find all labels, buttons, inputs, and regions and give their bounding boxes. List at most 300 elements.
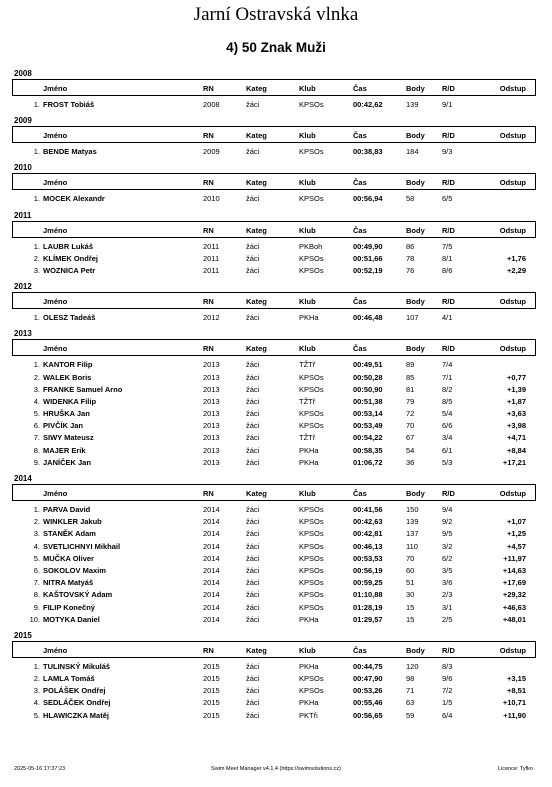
column-header-kateg: Kateg <box>246 178 267 188</box>
column-header-body: Body <box>406 297 425 307</box>
table-header <box>12 641 536 658</box>
result-rank: 5. <box>33 409 40 419</box>
result-heat-lane: 1/5 <box>442 698 453 708</box>
result-rank: 2. <box>33 253 40 263</box>
column-header-odstup: Odstup <box>499 84 526 93</box>
result-rn: 2011 <box>203 241 220 251</box>
column-header-kateg: Kateg <box>246 225 267 235</box>
result-rank: 8. <box>33 590 40 600</box>
result-heat-lane: 6/1 <box>442 445 453 455</box>
result-heat-lane: 9/1 <box>442 100 453 109</box>
result-gap: +1,07 <box>507 517 526 527</box>
result-rn: 2015 <box>203 686 220 696</box>
result-rn: 2013 <box>203 445 220 455</box>
result-time: 00:50,28 <box>353 372 383 382</box>
result-heat-lane: 6/4 <box>442 710 453 720</box>
result-time: 00:52,19 <box>353 265 383 275</box>
column-header-name: Jméno <box>43 344 68 354</box>
result-kateg: žáci <box>246 578 260 588</box>
result-rn: 2009 <box>203 147 220 157</box>
result-kateg: žáci <box>246 421 260 431</box>
result-rank: 5. <box>33 553 40 563</box>
result-time: 00:42,63 <box>353 517 383 527</box>
column-header-rn: RN <box>203 225 214 235</box>
result-points: 54 <box>406 445 415 455</box>
result-kateg: žáci <box>246 529 260 539</box>
result-heat-lane: 7/1 <box>442 372 453 382</box>
table-row <box>0 432 552 444</box>
result-time: 00:53,53 <box>353 553 383 563</box>
result-points: 70 <box>406 553 415 563</box>
result-name: WIDENKA Filip <box>43 396 97 406</box>
result-rank: 1. <box>33 360 40 370</box>
column-header-rn: RN <box>203 297 214 307</box>
column-header-rd: R/D <box>442 84 455 93</box>
result-rank: 9. <box>33 457 40 467</box>
result-rank: 4. <box>33 698 40 708</box>
result-name: PIVČÍK Jan <box>43 421 84 431</box>
year-group <box>0 630 552 722</box>
result-klub: KPSOs <box>299 265 324 275</box>
column-header-cas: Čas <box>353 84 367 93</box>
result-name: WINKLER Jakub <box>43 517 102 527</box>
result-klub: KPSOs <box>299 100 324 109</box>
result-heat-lane: 9/5 <box>442 529 453 539</box>
result-gap: +14,63 <box>502 565 526 575</box>
result-klub: KPSOs <box>299 194 324 204</box>
table-header <box>12 292 536 309</box>
result-klub: KPSOs <box>299 602 324 612</box>
result-rank: 2. <box>33 517 40 527</box>
result-kateg: žáci <box>246 614 260 624</box>
column-header-klub: Klub <box>299 131 316 141</box>
result-rn: 2014 <box>203 590 220 600</box>
table-header <box>12 339 536 356</box>
result-kateg: žáci <box>246 565 260 575</box>
result-kateg: žáci <box>246 147 260 157</box>
year-group <box>0 210 552 278</box>
result-rn: 2015 <box>203 661 220 671</box>
result-name: MOTYKA Daniel <box>43 614 100 624</box>
result-heat-lane: 9/4 <box>442 505 453 514</box>
column-header-body: Body <box>406 178 425 188</box>
results-rows <box>0 241 552 278</box>
result-time: 00:42,62 <box>353 100 383 109</box>
result-heat-lane: 5/4 <box>442 409 453 419</box>
result-gap: +8,84 <box>507 445 526 455</box>
column-header-odstup: Odstup <box>499 489 526 498</box>
result-heat-lane: 8/6 <box>442 265 453 275</box>
result-rank: 1. <box>33 313 40 323</box>
year-heading: 2010 <box>14 163 32 173</box>
results-rows <box>0 312 552 324</box>
result-name: HLAWICZKA Matěj <box>43 710 109 720</box>
result-klub: PKTři <box>299 710 318 720</box>
result-name: TULINSKÝ Mikuláš <box>43 661 111 671</box>
result-gap: +3,98 <box>507 421 526 431</box>
event-title: 4) 50 Znak Muži <box>226 40 326 55</box>
column-header-kateg: Kateg <box>246 344 267 354</box>
table-row <box>0 553 552 565</box>
year-group <box>0 68 552 111</box>
result-kateg: žáci <box>246 590 260 600</box>
table-header <box>12 79 536 96</box>
column-header-cas: Čas <box>353 131 367 141</box>
column-header-odstup: Odstup <box>499 178 526 188</box>
result-time: 00:49,90 <box>353 241 383 251</box>
result-points: 98 <box>406 674 415 684</box>
column-header-rd: R/D <box>442 344 455 354</box>
result-name: LAUBR Lukáš <box>43 241 94 251</box>
result-rn: 2010 <box>203 194 220 204</box>
results-rows <box>0 661 552 722</box>
result-rank: 6. <box>33 421 40 431</box>
column-header-kateg: Kateg <box>246 84 267 93</box>
result-kateg: žáci <box>246 553 260 563</box>
column-header-klub: Klub <box>299 645 316 655</box>
result-kateg: žáci <box>246 396 260 406</box>
result-points: 59 <box>406 710 415 720</box>
result-time: 00:59,25 <box>353 578 383 588</box>
result-rank: 8. <box>33 445 40 455</box>
result-rn: 2015 <box>203 674 220 684</box>
result-points: 86 <box>406 241 415 251</box>
result-time: 00:50,90 <box>353 384 383 394</box>
result-rn: 2014 <box>203 565 220 575</box>
table-row <box>0 528 552 540</box>
result-time: 00:42,81 <box>353 529 383 539</box>
result-time: 01:28,19 <box>353 602 383 612</box>
result-kateg: žáci <box>246 384 260 394</box>
result-rn: 2008 <box>203 100 220 109</box>
column-header-body: Body <box>406 489 425 498</box>
table-row <box>0 577 552 589</box>
column-header-odstup: Odstup <box>499 225 526 235</box>
column-header-name: Jméno <box>43 645 68 655</box>
result-name: FROST Tobiáš <box>43 100 95 109</box>
result-heat-lane: 9/2 <box>442 517 453 527</box>
result-kateg: žáci <box>246 445 260 455</box>
result-kateg: žáci <box>246 602 260 612</box>
result-klub: KPSOs <box>299 147 324 157</box>
table-row <box>0 193 552 205</box>
result-time: 00:44,75 <box>353 661 383 671</box>
result-klub: KPSOs <box>299 253 324 263</box>
table-row <box>0 359 552 371</box>
year-heading: 2011 <box>14 210 32 220</box>
result-name: SEDLÁČEK Ondřej <box>43 698 111 708</box>
result-gap: +8,51 <box>507 686 526 696</box>
result-name: KLÍMEK Ondřej <box>43 253 99 263</box>
result-rank: 3. <box>33 384 40 394</box>
column-header-cas: Čas <box>353 178 367 188</box>
result-klub: KPSOs <box>299 421 324 431</box>
column-header-rd: R/D <box>442 645 455 655</box>
column-header-klub: Klub <box>299 297 316 307</box>
column-header-rd: R/D <box>442 131 455 141</box>
result-kateg: žáci <box>246 710 260 720</box>
result-gap: +46,63 <box>502 602 526 612</box>
result-heat-lane: 5/3 <box>442 457 453 467</box>
column-header-klub: Klub <box>299 489 316 498</box>
result-points: 30 <box>406 590 415 600</box>
result-rank: 7. <box>33 578 40 588</box>
column-header-odstup: Odstup <box>499 131 526 141</box>
result-points: 72 <box>406 409 415 419</box>
result-points: 15 <box>406 602 415 612</box>
result-gap: +3,63 <box>507 409 526 419</box>
result-points: 76 <box>406 265 415 275</box>
result-time: 00:55,46 <box>353 698 383 708</box>
result-rank: 6. <box>33 565 40 575</box>
result-name: KANTOR Filip <box>43 360 93 370</box>
result-time: 00:47,90 <box>353 674 383 684</box>
footer-timestamp: 2025-05-16 17:37:23 <box>14 766 66 772</box>
result-rn: 2014 <box>203 529 220 539</box>
table-row <box>0 541 552 553</box>
result-time: 00:46,48 <box>353 313 383 323</box>
result-heat-lane: 6/5 <box>442 194 453 204</box>
year-heading: 2014 <box>14 474 32 483</box>
result-name: KAŠTOVSKÝ Adam <box>43 590 113 600</box>
result-time: 00:53,26 <box>353 686 383 696</box>
result-heat-lane: 8/2 <box>442 384 453 394</box>
result-klub: TŽTř <box>299 360 316 370</box>
result-gap: +17,69 <box>502 578 526 588</box>
result-klub: KPSOs <box>299 565 324 575</box>
result-time: 01:29,57 <box>353 614 383 624</box>
result-klub: KPSOs <box>299 590 324 600</box>
result-rn: 2012 <box>203 313 220 323</box>
result-time: 00:53,14 <box>353 409 383 419</box>
column-header-rd: R/D <box>442 225 455 235</box>
result-rn: 2013 <box>203 421 220 431</box>
result-rank: 1. <box>33 194 40 204</box>
result-name: MOCEK Alexandr <box>43 194 105 204</box>
result-rn: 2013 <box>203 409 220 419</box>
result-gap: +48,01 <box>502 614 526 624</box>
result-points: 139 <box>406 517 419 527</box>
year-heading: 2015 <box>14 630 32 640</box>
results-rows <box>0 193 552 205</box>
column-header-name: Jméno <box>43 178 68 188</box>
result-gap: +11,90 <box>503 710 526 720</box>
table-row <box>0 384 552 396</box>
table-row <box>0 265 552 277</box>
result-name: MUČKA Oliver <box>43 553 94 563</box>
result-heat-lane: 2/3 <box>442 590 453 600</box>
result-klub: KPSOs <box>299 553 324 563</box>
result-kateg: žáci <box>246 372 260 382</box>
result-heat-lane: 8/5 <box>442 396 453 406</box>
result-heat-lane: 4/1 <box>442 313 453 323</box>
column-header-body: Body <box>406 131 425 141</box>
column-header-body: Body <box>406 344 425 354</box>
result-time: 01:06,72 <box>353 457 383 467</box>
table-row <box>0 614 552 626</box>
column-header-kateg: Kateg <box>246 297 267 307</box>
result-heat-lane: 3/1 <box>442 602 453 612</box>
column-header-cas: Čas <box>353 645 367 655</box>
result-heat-lane: 6/2 <box>442 553 453 563</box>
result-gap: +2,29 <box>507 265 526 275</box>
result-time: 00:56,19 <box>353 565 383 575</box>
result-rn: 2013 <box>203 384 220 394</box>
result-klub: KPSOs <box>299 409 324 419</box>
result-gap: +17,21 <box>502 457 526 467</box>
result-rn: 2014 <box>203 517 220 527</box>
column-header-kateg: Kateg <box>246 489 267 498</box>
table-row <box>0 589 552 601</box>
column-header-cas: Čas <box>353 225 367 235</box>
result-rank: 2. <box>33 372 40 382</box>
result-name: FILIP Konečný <box>43 602 95 612</box>
result-klub: PKHa <box>299 313 319 323</box>
result-rn: 2013 <box>203 396 220 406</box>
result-name: MAJER Erik <box>43 445 86 455</box>
result-heat-lane: 7/2 <box>442 686 453 696</box>
result-heat-lane: 3/4 <box>442 433 453 443</box>
result-time: 00:51,38 <box>353 396 383 406</box>
result-name: NITRA Matyáš <box>43 578 94 588</box>
result-rank: 4. <box>33 541 40 551</box>
result-points: 58 <box>406 194 415 204</box>
result-points: 139 <box>406 100 419 109</box>
table-row <box>0 457 552 469</box>
result-gap: +1,25 <box>507 529 526 539</box>
result-rank: 2. <box>33 674 40 684</box>
result-kateg: žáci <box>246 313 260 323</box>
column-header-name: Jméno <box>43 225 68 235</box>
result-klub: PKHa <box>299 445 319 455</box>
result-rank: 1. <box>33 147 40 157</box>
result-points: 78 <box>406 253 415 263</box>
result-klub: KPSOs <box>299 686 324 696</box>
result-klub: PKHa <box>299 698 319 708</box>
year-group <box>0 473 552 626</box>
result-heat-lane: 7/4 <box>442 360 453 370</box>
result-gap: +1,39 <box>507 384 526 394</box>
column-header-cas: Čas <box>353 344 367 354</box>
result-heat-lane: 3/6 <box>442 578 453 588</box>
column-header-odstup: Odstup <box>499 344 526 354</box>
result-klub: PKBoh <box>299 241 323 251</box>
result-klub: KPSOs <box>299 529 324 539</box>
result-points: 150 <box>406 505 419 514</box>
result-name: SIWY Mateusz <box>43 433 94 443</box>
column-header-body: Body <box>406 645 425 655</box>
result-points: 79 <box>406 396 415 406</box>
result-rn: 2015 <box>203 698 220 708</box>
result-kateg: žáci <box>246 541 260 551</box>
result-points: 63 <box>406 698 415 708</box>
table-row <box>0 312 552 324</box>
results-rows <box>0 359 552 469</box>
result-time: 01:10,88 <box>353 590 383 600</box>
result-klub: KPSOs <box>299 674 324 684</box>
table-header <box>12 173 536 190</box>
result-points: 70 <box>406 421 415 431</box>
result-gap: +0,77 <box>507 372 526 382</box>
result-gap: +1,76 <box>507 253 526 263</box>
table-row <box>0 673 552 685</box>
result-points: 81 <box>406 384 415 394</box>
result-rn: 2015 <box>203 710 220 720</box>
result-points: 71 <box>406 686 415 696</box>
result-kateg: žáci <box>246 661 260 671</box>
result-time: 00:56,94 <box>353 194 383 204</box>
result-klub: KPSOs <box>299 517 324 527</box>
result-rn: 2014 <box>203 541 220 551</box>
column-header-klub: Klub <box>299 178 316 188</box>
table-row <box>0 396 552 408</box>
result-heat-lane: 8/1 <box>442 253 453 263</box>
result-time: 00:49,51 <box>353 360 383 370</box>
footer-software: Swim Meet Manager v4.1.4 (https://swimsolutions.cz) <box>211 766 341 772</box>
result-kateg: žáci <box>246 100 260 109</box>
year-group <box>0 328 552 469</box>
result-klub: KPSOs <box>299 505 324 514</box>
result-heat-lane: 3/5 <box>442 565 453 575</box>
column-header-klub: Klub <box>299 225 316 235</box>
result-time: 00:38,83 <box>353 147 383 157</box>
result-points: 60 <box>406 565 415 575</box>
result-klub: KPSOs <box>299 384 324 394</box>
result-kateg: žáci <box>246 253 260 263</box>
table-row <box>0 241 552 253</box>
column-header-body: Body <box>406 225 425 235</box>
column-header-name: Jméno <box>43 297 68 307</box>
result-kateg: žáci <box>246 433 260 443</box>
table-header <box>12 126 536 143</box>
result-rn: 2014 <box>203 614 220 624</box>
result-name: POLÁŠEK Ondřej <box>43 686 106 696</box>
result-rank: 3. <box>33 529 40 539</box>
result-points: 67 <box>406 433 415 443</box>
column-header-odstup: Odstup <box>499 645 526 655</box>
result-rank: 3. <box>33 265 40 275</box>
year-group <box>0 115 552 158</box>
result-rn: 2013 <box>203 360 220 370</box>
result-rank: 1. <box>33 100 40 109</box>
result-gap: +11,97 <box>503 553 526 563</box>
table-row <box>0 661 552 673</box>
table-row <box>0 565 552 577</box>
column-header-name: Jméno <box>43 489 68 498</box>
table-row <box>0 516 552 528</box>
result-name: JANÍČEK Jan <box>43 457 91 467</box>
table-row <box>0 99 552 111</box>
footer-licence: Licence: Tyfko <box>497 766 533 772</box>
result-kateg: žáci <box>246 686 260 696</box>
result-heat-lane: 8/3 <box>442 661 453 671</box>
page-title: Jarní Ostravská vlnka <box>193 4 359 25</box>
result-rn: 2013 <box>203 457 220 467</box>
table-row <box>0 602 552 614</box>
result-rn: 2011 <box>203 253 220 263</box>
result-gap: +29,32 <box>502 590 526 600</box>
table-row <box>0 685 552 697</box>
column-header-rd: R/D <box>442 297 455 307</box>
column-header-body: Body <box>406 84 425 93</box>
result-kateg: žáci <box>246 265 260 275</box>
result-rank: 1. <box>33 661 40 671</box>
column-header-rn: RN <box>203 645 214 655</box>
results-rows <box>0 504 552 626</box>
result-rn: 2013 <box>203 372 220 382</box>
column-header-cas: Čas <box>353 297 367 307</box>
result-rn: 2014 <box>203 553 220 563</box>
